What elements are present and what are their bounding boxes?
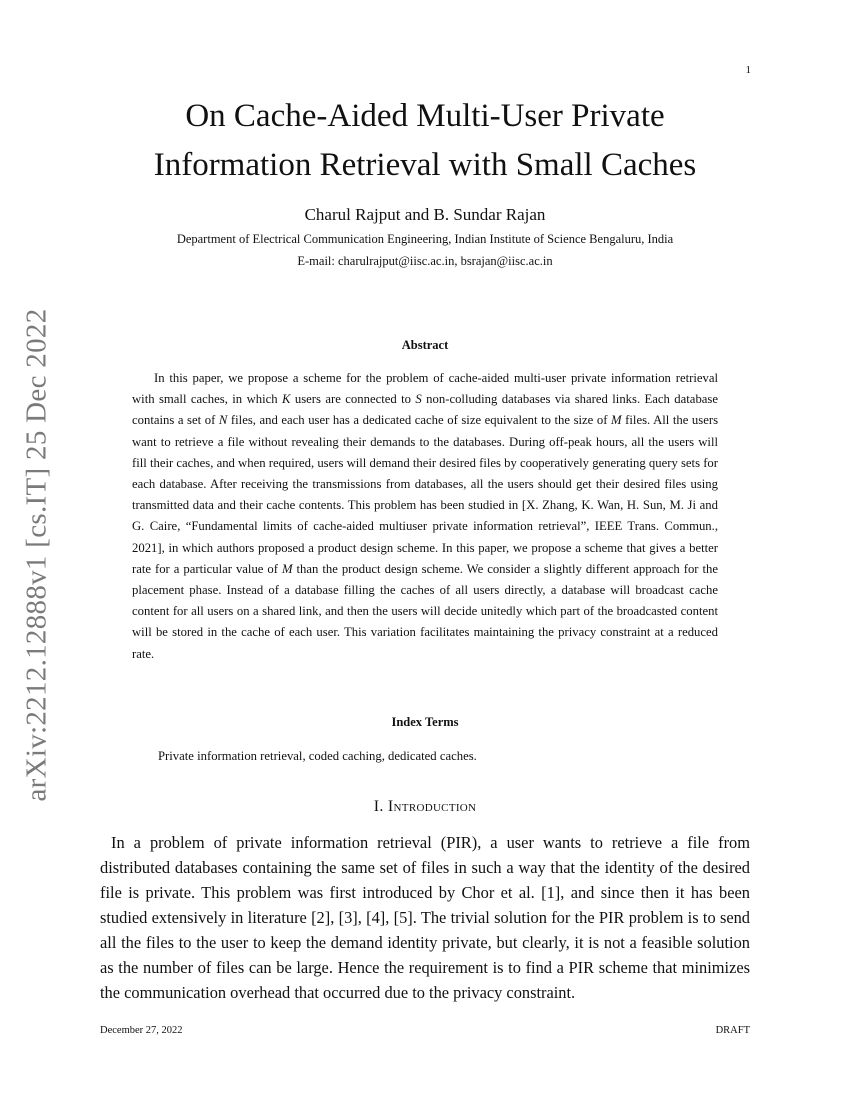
index-terms-heading: Index Terms — [391, 715, 459, 729]
abstract-text: files, and each user has a dedicated cache of size equivalent to the size of — [227, 413, 612, 428]
title-line-1: On Cache-Aided Multi-User Private — [185, 98, 665, 134]
email: E-mail: charulrajput@iisc.ac.in, bsrajan@iisc.ac.in — [297, 254, 553, 268]
abstract-text: In this paper, we propose a scheme for the problem of cache-aided multi-user private information retrieval with small caches, in which — [132, 371, 718, 407]
introduction-body: In a problem of private information retrieval (PIR), a user wants to retrieve a file from distributed databases containing the same set of files in such a way that the identity of the desired file is private. This problem was first introduced by Chor et al. [1], and since then it has been studied extensively in literature [2], [3], [4], [5]. The trivial solution for the PIR problem is to send all the files to the user to keep the demand identity private, but clearly, it is not a feasible solution as the number of files can be large. Hence the requirement is to find a PIR scheme that minimizes the communication overhead that occurred due to the privacy constraint. — [100, 833, 750, 1002]
abstract-text: users are connected to — [290, 392, 416, 407]
paper-title — [0, 92, 850, 190]
arxiv-stamp: arXiv:2212.12888v1 [cs.IT] 25 Dec 2022 — [20, 308, 53, 802]
abstract-text: files. All the users want to retrieve a file without revealing their demands to the databases. During off-peak hours, all the users will fill their caches, and when required, users will demand their desired files by cooperatively generating query sets for each database. After receiving the transmissions from databases, all the users should get their desired files using transmitted data and their cache contents. This problem has been studied in [X. Zhang, K. Wan, H. Sun, M. Ji and G. Caire, “Fundamental limits of cache-aided multiuser private information retrieval”, IEEE Trans. Commun., 2021], in which authors proposed a product design scheme. In this paper, we propose a scheme that gives a better rate for a particular value of — [132, 413, 719, 576]
math-symbol: N — [218, 413, 228, 428]
footer-draft: DRAFT — [715, 1025, 750, 1036]
footer-date: December 27, 2022 — [100, 1025, 183, 1036]
abstract-heading: Abstract — [401, 338, 449, 352]
section-title: Introduction — [387, 798, 477, 815]
affiliation: Department of Electrical Communication Engineering, Indian Institute of Science Bengaluru, India — [176, 232, 674, 246]
math-symbol: S — [415, 392, 422, 407]
section-numeral: I. — [373, 798, 388, 815]
math-symbol: M — [281, 561, 293, 576]
abstract-body — [132, 368, 718, 665]
index-terms-body: Private information retrieval, coded caching, dedicated caches. — [158, 749, 477, 763]
math-symbol: K — [282, 392, 291, 407]
abstract-text: than the product design scheme. We consider a slightly different approach for the placement phase. Instead of a database filling the caches of all users directly, a database will broadcast cache content for all users on a shared link, and then the users will decide unitedly which part of the broadcasted content will be stored in the cache of each user. This variation facilitates maintaining the privacy constraint at a reduced rate. — [132, 561, 718, 661]
title-line-2: Information Retrieval with Small Caches — [153, 147, 697, 183]
math-symbol: M — [611, 413, 622, 428]
authors: Charul Rajput and B. Sundar Rajan — [304, 205, 546, 224]
abstract-text: non-colluding databases via shared links. Each database contains a set of — [132, 392, 718, 428]
page-number: 1 — [745, 64, 751, 76]
section-heading-introduction — [0, 798, 850, 816]
